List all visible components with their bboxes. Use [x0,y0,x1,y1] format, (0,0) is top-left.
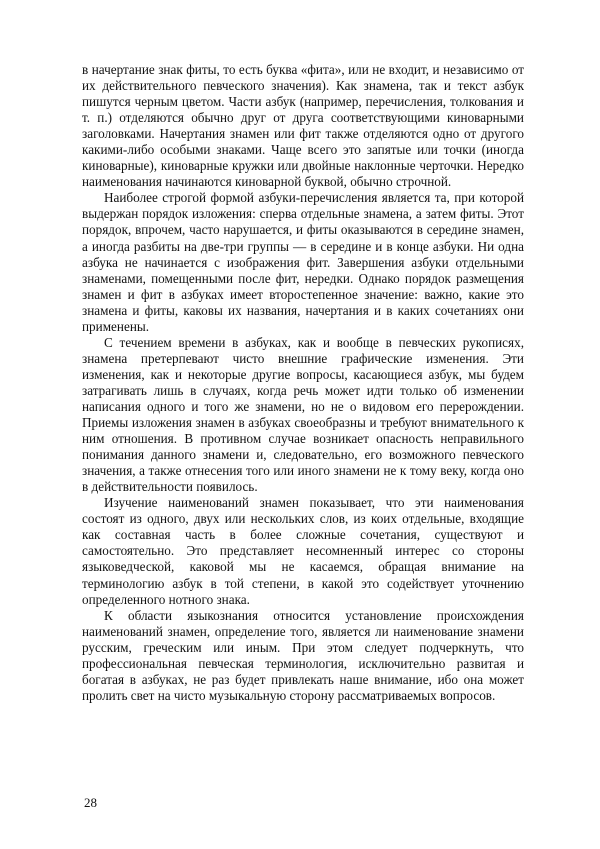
paragraph-3: С течением времени в азбуках, как и вообще в певческих рукописях, знамена претерпевают чисто внешние графические изменения. Эти изменения, как и некоторые другие вопросы, касающиеся азбук, мы будем затрагивать лишь в случаях, когда речь может идти только об изменении написания одного и того же знамени, но не о видовом его перерождении. Приемы изложения знамен в азбуках своеобразны и требуют внимательного к ним отношения. В противном случае возникает опасность неправильного понимания данного знамени и, следовательно, его возможного певческого значения, а также отнесения того или иного знамени не к тому веку, когда оно в действительности появилось. [82,334,524,495]
paragraph-5: К области языкознания относится установление происхождения наименований знамен, определение того, является ли наименование знамени русским, греческим или иным. При этом следует подчеркнуть, что профессиональная певческая терминология, исключительно развитая и богатая в азбуках, не раз будет привлекать наше внимание, ибо она может пролить свет на чисто музыкальную сторону рассматриваемых вопросов. [82,607,524,703]
body-text [82,62,524,704]
page-number: 28 [84,795,97,810]
paragraph-2: Наиболее строгой формой азбуки-перечисления является та, при которой выдержан порядок изложения: сперва отдельные знамена, а затем фиты. Этот порядок, впрочем, часто нарушается, и фиты оказываются в середине знамен, а иногда разбиты на две-три группы — в середине и в конце азбуки. Ни одна азбука не начинается с изображения фит. Завершения азбуки отдельными знаменами, помещенными после фит, нередки. Однако порядок размещения знамен и фит в азбуках имеет второстепенное значение: важно, какие это знамена и фиты, каковы их названия, начертания и в каких сочетаниях они применены. [82,190,524,334]
paragraph-1: в начертание знак фиты, то есть буква «фита», или не входит, и независимо от их действительного певческого значения). Как знамена, так и текст азбук пишутся черным цветом. Части азбук (например, перечисления, толкования и т. п.) отделяются обычно друг от друга соответствующими киноварными заголовками. Начертания знамен или фит также отделяются одно от другого какими-либо особыми знаками. Чаще всего это запятые или точки (иногда киноварные), киноварные кружки или двойные наклонные черточки. Нередко наименования начинаются киноварной буквой, обычно строчной. [82,62,524,190]
paragraph-4: Изучение наименований знамен показывает, что эти наименования состоят из одного, двух или нескольких слов, из коих отдельные, входящие как составная часть в более сложные сочетания, существуют и самостоятельно. Это представляет несомненный интерес со стороны языковедческой, каковой мы не касаемся, обращая внимание на терминологию азбук в той степени, в какой это содействует уточнению определенного нотного знака. [82,495,524,607]
